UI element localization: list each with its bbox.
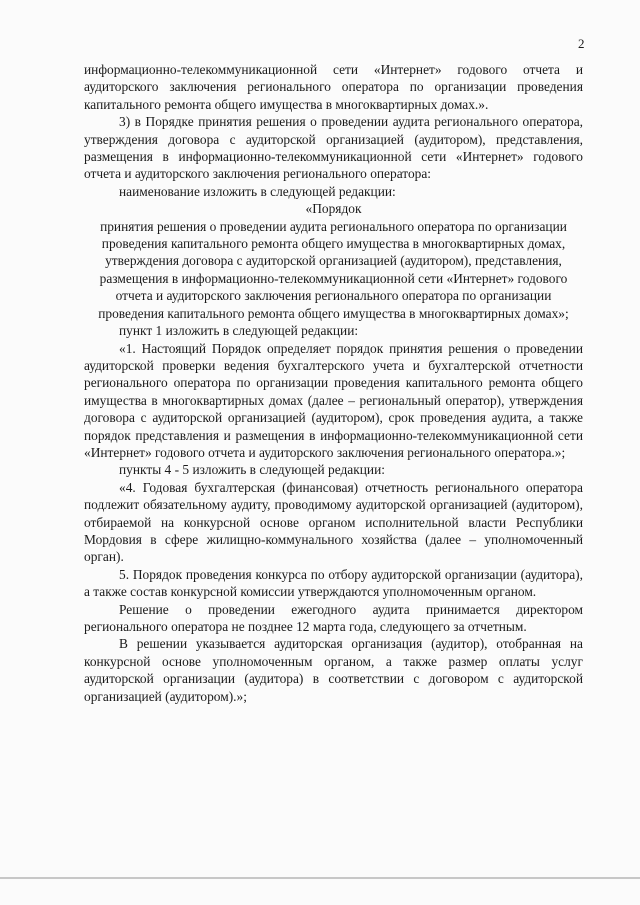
paragraph-points4-5-instruction: пункты 4 - 5 изложить в следующей редакции: [119,462,385,478]
paragraph-item-3: 3) в Порядке принятия решения о проведении аудита регионального оператора, утверждения договора с аудиторской организацией (аудитором), представления, размещения в информационно-телекоммуникационной сети «Интернет» годового отчета и аудиторского заключения регионального оператора: [84,114,583,182]
paragraph-point4: «4. Годовая бухгалтерская (финансовая) отчетность регионального оператора подлежит обязательному аудиту, проводимому аудиторской организацией (аудитором), отбираемой на конкурсной основе органом исполнительной власти Республики Мордовия в сфере жилищно-коммунального хозяйства (далее – уполномоченный орган). [84,479,583,565]
scan-edge [0,877,640,879]
paragraph-point5: 5. Порядок проведения конкурса по отбору аудиторской организации (аудитора), а также состав конкурсной комиссии утверждаются уполномоченным органом. [84,566,583,600]
page-number: 2 [578,36,585,51]
paragraph-title-instruction: наименование изложить в следующей редакции: [119,183,396,199]
paragraph-audit-decision: Решение о проведении ежегодного аудита принимается директором регионального оператора не позднее 12 марта года, следующего за отчетным. [84,601,583,634]
paragraph-point1: «1. Настоящий Порядок определяет порядок принятия решения о проведении аудиторской проверки ведения бухгалтерского учета и бухгалтерской отчетности регионального оператора по организации проведения капитального ремонта общего имущества в многоквартирных домах (далее – региональный оператор), утверждения договора с аудиторской организацией (аудитором), срок проведения аудита, а также порядок представления и размещения в информационно-телекоммуникационной сети «Интернет» годового отчета и аудиторского заключения регионального оператора.»; [84,340,583,460]
paragraph-title-text: принятия решения о проведении аудита регионального оператора по организации проведения капитального ремонта общего имущества в многоквартирных домах, утверждения договора с аудиторской организацией (аудитором), представления, размещения в информационно-телекоммуникационной сети «Интернет» годового отчета и аудиторского заключения регионального оператора по организации проведения капитального ремонта общего имущества в многоквартирных домах»; [98,218,569,321]
paragraph-point1-instruction: пункт 1 изложить в следующей редакции: [119,323,359,339]
paragraph-title-word: «Порядок [305,201,362,217]
paragraph-continuation: информационно-телекоммуникационной сети «Интернет» годового отчета и аудиторского заключения регионального оператора по организации проведения капитального ремонта общего имущества в многоквартирных домах.». [84,62,583,112]
paragraph-decision-contents: В решении указывается аудиторская организация (аудитор), отобранная на конкурсной основе уполномоченным органом, а также размер оплаты услуг аудиторской организации (аудитора) в соответствии с договором с аудиторской организацией (аудитором).»; [84,636,583,704]
document-body [84,61,583,705]
